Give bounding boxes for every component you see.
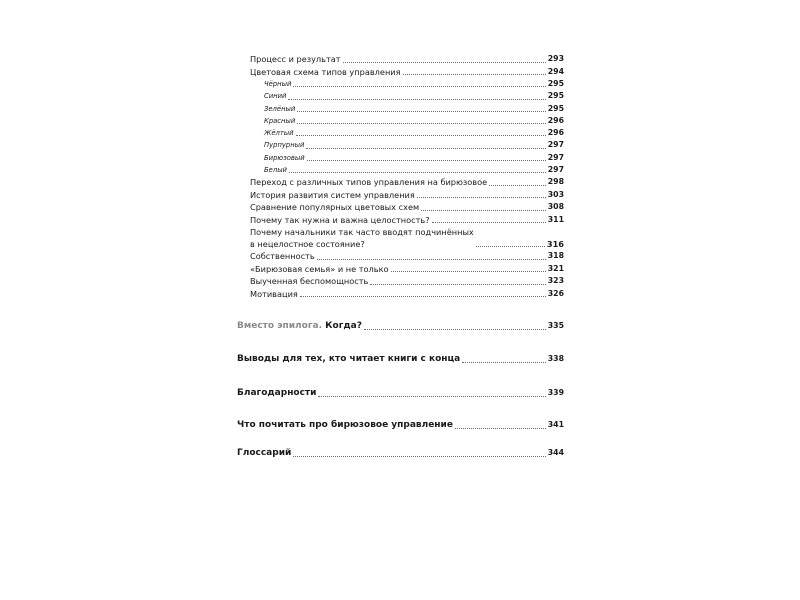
- toc-entry: [237, 201, 564, 214]
- toc-entry-title-line: Почему начальники так часто вводят подчинённых: [250, 227, 474, 238]
- toc-entry-page: 308: [547, 202, 564, 212]
- toc-chapter-title: Выводы для тех, кто читает книги с конца: [237, 354, 461, 365]
- dot-leader: [317, 259, 546, 260]
- toc-chapter-title: Что почитать про бирюзовое управление: [237, 420, 453, 431]
- toc-subentry: [237, 103, 564, 115]
- toc-entry-page: 296: [547, 115, 564, 125]
- toc-entry: [237, 176, 564, 189]
- toc-entry-title: Почему так нужна и важна целостность?: [250, 214, 430, 225]
- dot-leader: [421, 210, 546, 211]
- toc-subentry: [237, 127, 564, 139]
- toc-entry-page: 294: [547, 66, 564, 76]
- toc-chapter-name: Когда?: [325, 321, 362, 332]
- toc-chapter-entry: [237, 418, 564, 432]
- toc-entry-page: 297: [547, 140, 564, 150]
- dot-leader: [417, 197, 546, 198]
- toc-chapter-entry: [237, 386, 564, 400]
- dot-leader: [476, 246, 545, 247]
- toc-entry: [237, 250, 564, 263]
- toc-entry-title: Цветовая схема типов управления: [250, 66, 401, 77]
- toc-subentry: [237, 78, 564, 90]
- toc-entry-multiline: [237, 226, 564, 250]
- toc-entry-page: 338: [547, 354, 564, 364]
- toc-entry-page: 296: [547, 128, 564, 138]
- dot-leader: [489, 185, 546, 186]
- table-of-contents: [237, 53, 564, 460]
- toc-entry-page: 303: [547, 189, 564, 199]
- dot-leader: [364, 329, 546, 330]
- toc-entry: [237, 214, 564, 227]
- toc-entry-page: 293: [547, 54, 564, 63]
- toc-entry-title: Выученная беспомощность: [250, 276, 369, 287]
- toc-entry-title: Чёрный: [264, 80, 292, 88]
- toc-entry-page: 295: [547, 91, 564, 101]
- toc-entry-page: 326: [547, 288, 564, 298]
- toc-entry-page: 344: [547, 448, 564, 458]
- toc-chapter-title: Благодарности: [237, 388, 317, 399]
- toc-entry-title: Бирюзовый: [264, 153, 305, 162]
- toc-entry: [237, 275, 564, 288]
- dot-leader: [297, 123, 545, 124]
- toc-chapter-title: [237, 319, 362, 333]
- dot-leader: [455, 428, 546, 429]
- dot-leader: [300, 296, 546, 297]
- toc-subentry: [237, 90, 564, 102]
- toc-chapter-entry: [237, 352, 564, 366]
- dot-leader: [391, 271, 546, 272]
- toc-subentry: [237, 115, 564, 127]
- toc-entry-title: Собственность: [250, 251, 315, 262]
- toc-entry-page: 339: [547, 388, 564, 398]
- dot-leader: [293, 456, 545, 457]
- toc-entry-title: Жёлтый: [264, 129, 294, 138]
- toc-entry-title: Сравнение популярных цветовых схем: [250, 202, 420, 213]
- toc-entry: [237, 288, 564, 301]
- dot-leader: [432, 222, 546, 223]
- toc-entry-page: 298: [547, 177, 564, 187]
- toc-entry-title: Переход с различных типов управления на бирюзовое: [250, 177, 488, 188]
- dot-leader: [306, 148, 545, 149]
- toc-entry-page: 297: [547, 165, 564, 175]
- dot-leader: [307, 160, 546, 161]
- toc-chapter-entry: [237, 446, 564, 460]
- toc-chapter-title: Глоссарий: [237, 448, 292, 459]
- dot-leader: [297, 111, 545, 112]
- dot-leader: [296, 135, 546, 136]
- toc-entry-page: 341: [547, 420, 564, 430]
- toc-entry: [237, 53, 564, 66]
- toc-entry-title: Зелёный: [264, 104, 296, 113]
- dot-leader: [343, 62, 546, 63]
- toc-entry-title: «Бирюзовая семья» и не только: [250, 263, 389, 274]
- toc-entry: [237, 263, 564, 276]
- dot-leader: [288, 99, 545, 100]
- toc-entry-title: [250, 227, 474, 250]
- toc-entry-title-line: в нецелостное состояние?: [250, 238, 365, 249]
- toc-entry-page: 323: [547, 276, 564, 286]
- dot-leader: [370, 284, 545, 285]
- toc-entry-page: 316: [546, 238, 564, 249]
- dot-leader: [403, 74, 546, 75]
- toc-entry-title: Мотивация: [250, 288, 298, 299]
- toc-subentry: [237, 152, 564, 164]
- toc-entry-title: Пурпурный: [264, 141, 305, 150]
- toc-entry: [237, 66, 564, 79]
- toc-entry-title: Процесс и результат: [250, 54, 341, 64]
- toc-entry-page: 321: [547, 263, 564, 273]
- dot-leader: [318, 396, 545, 397]
- dot-leader: [293, 86, 545, 87]
- dot-leader: [289, 172, 546, 173]
- toc-entry-title: Белый: [264, 166, 287, 175]
- dot-leader: [462, 362, 545, 363]
- toc-entry-title: История развития систем управления: [250, 189, 415, 200]
- toc-entry: [237, 189, 564, 202]
- toc-subentry: [237, 139, 564, 151]
- toc-entry-page: 335: [547, 321, 564, 331]
- toc-entry-page: 318: [547, 251, 564, 261]
- toc-subentry: [237, 164, 564, 176]
- toc-entry-page: 311: [547, 214, 564, 224]
- toc-entry-page: 295: [547, 79, 564, 88]
- toc-entry-page: 295: [547, 103, 564, 113]
- toc-entry-page: 297: [547, 152, 564, 162]
- toc-chapter-prefix: Вместо эпилога.: [237, 321, 323, 332]
- toc-chapter-entry: [237, 319, 564, 333]
- toc-entry-title: Синий: [264, 92, 287, 101]
- toc-entry-title: Красный: [264, 116, 296, 125]
